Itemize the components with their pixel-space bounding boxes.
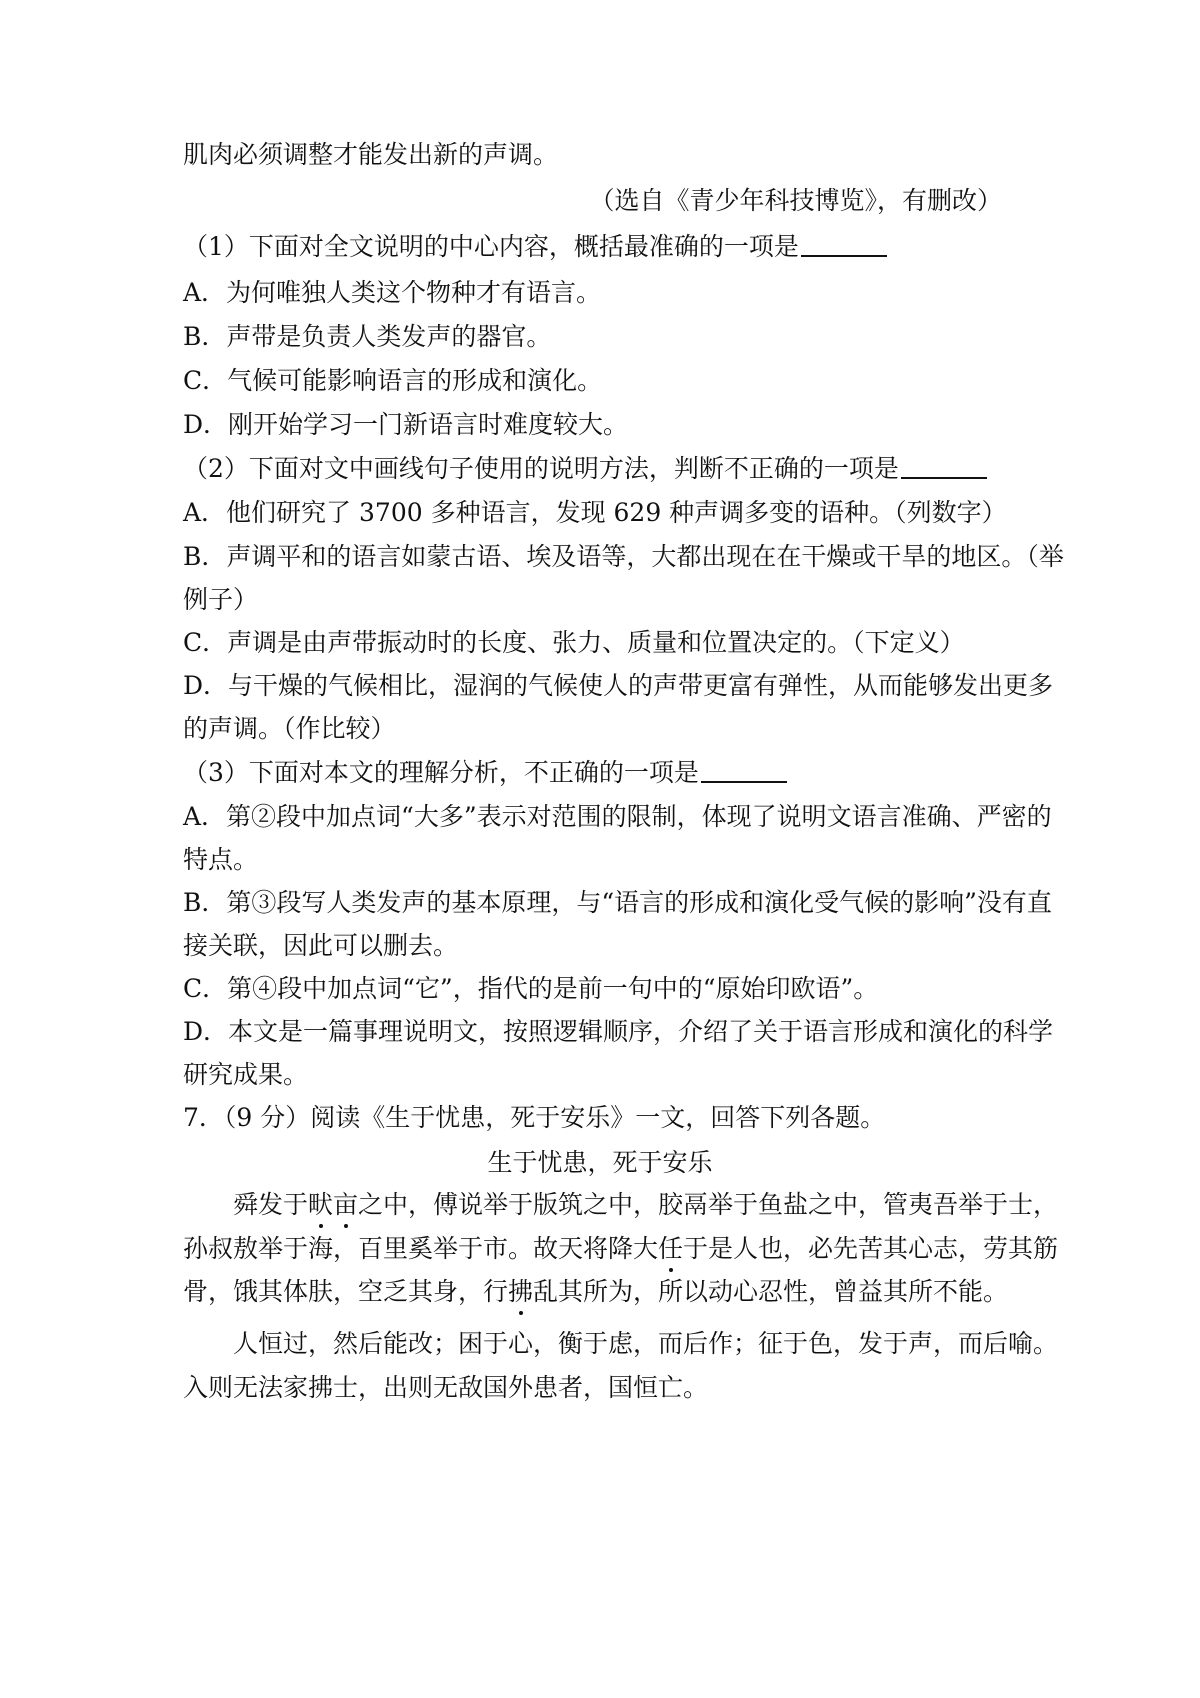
question-2-text: （2）下面对文中画线句子使用的说明方法，判断不正确的一项是 [183, 454, 899, 483]
classical-p2-line2: 入则无法家拂士，出则无敌国外患者，国恒亡。 [183, 1373, 709, 1402]
text-run: 于是人也，必先苦其心志，劳其筋 [683, 1234, 1059, 1263]
q2-option-b-line1: B．声调平和的语言如蒙古语、埃及语等，大都出现在在干燥或干旱的地区。（举 [183, 542, 1064, 571]
source-citation: （选自《青少年科技博览》，有删改） [589, 186, 1002, 215]
text-run: 乱其所为，所以动心忍性，曾益其所不能。 [533, 1277, 1009, 1306]
q3-option-d-line1: D．本文是一篇事理说明文，按照逻辑顺序，介绍了关于语言形成和演化的科学 [183, 1017, 1054, 1046]
text-run: 舜发于 [233, 1190, 309, 1219]
classical-p1-line2 [183, 1232, 1059, 1266]
classical-p2-line1: 人恒过，然后能改；困于心，衡于虑，而后作；征于色，发于声，而后喻。 [233, 1329, 1059, 1358]
q1-option-d: D．刚开始学习一门新语言时难度较大。 [183, 410, 629, 439]
q3-option-a-line2: 特点。 [183, 845, 259, 874]
question-7-stem: 7．（9 分）阅读《生于忧患，死于安乐》一文，回答下列各题。 [183, 1103, 886, 1132]
text-run: 之中，傅说举于版筑之中，胶鬲举于鱼盐之中，管夷吾举于士， [358, 1190, 1059, 1219]
q1-option-c: C．气候可能影响语言的形成和演化。 [183, 366, 603, 395]
question-3-text: （3）下面对本文的理解分析，不正确的一项是 [183, 758, 699, 787]
question-1-stem [183, 230, 1023, 264]
q3-option-a-line1: A．第②段中加点词“大多”表示对范围的限制，体现了说明文语言准确、严密的 [183, 802, 1052, 831]
q1-option-b: B．声带是负责人类发声的器官。 [183, 322, 552, 351]
q2-option-a: A．他们研究了 3700 多种语言，发现 629 种声调多变的语种。（列数字） [183, 498, 1007, 527]
dotted-char: 拂 [508, 1277, 534, 1306]
answer-blank-1[interactable] [801, 231, 887, 257]
question-2-stem [183, 452, 1023, 486]
dotted-char: 亩 [333, 1190, 359, 1219]
q2-option-d-line2: 的声调。（作比较） [183, 714, 396, 743]
q2-option-c: C．声调是由声带振动时的长度、张力、质量和位置决定的。（下定义） [183, 628, 965, 657]
classical-p1-line3 [183, 1275, 1023, 1309]
question-1-text: （1）下面对全文说明的中心内容，概括最准确的一项是 [183, 232, 799, 261]
classical-text-title: 生于忧患，死于安乐 [487, 1148, 713, 1177]
q2-option-d-line1: D．与干燥的气候相比，湿润的气候使人的声带更富有弹性，从而能够发出更多 [183, 671, 1054, 700]
answer-blank-2[interactable] [901, 453, 987, 479]
q3-option-d-line2: 研究成果。 [183, 1060, 309, 1089]
dotted-char: 畎 [308, 1190, 334, 1219]
answer-blank-3[interactable] [701, 757, 787, 783]
q1-option-a: A．为何唯独人类这个物种才有语言。 [183, 278, 602, 307]
q3-option-b-line1: B．第③段写人类发声的基本原理，与“语言的形成和演化受气候的影响”没有直 [183, 888, 1052, 917]
classical-p1-line1 [233, 1188, 1059, 1222]
q3-option-c: C．第④段中加点词“它”，指代的是前一句中的“原始印欧语”。 [183, 974, 879, 1003]
question-3-stem [183, 756, 1023, 790]
passage-tail: 肌肉必须调整才能发出新的声调。 [183, 140, 559, 169]
text-run: 孙叔敖举于海，百里奚举于市。故天将降大 [183, 1234, 659, 1263]
dotted-char: 任 [658, 1234, 684, 1263]
q2-option-b-line2: 例子） [183, 585, 259, 614]
text-run: 骨，饿其体肤，空乏其身，行 [183, 1277, 509, 1306]
q3-option-b-line2: 接关联，因此可以删去。 [183, 931, 459, 960]
